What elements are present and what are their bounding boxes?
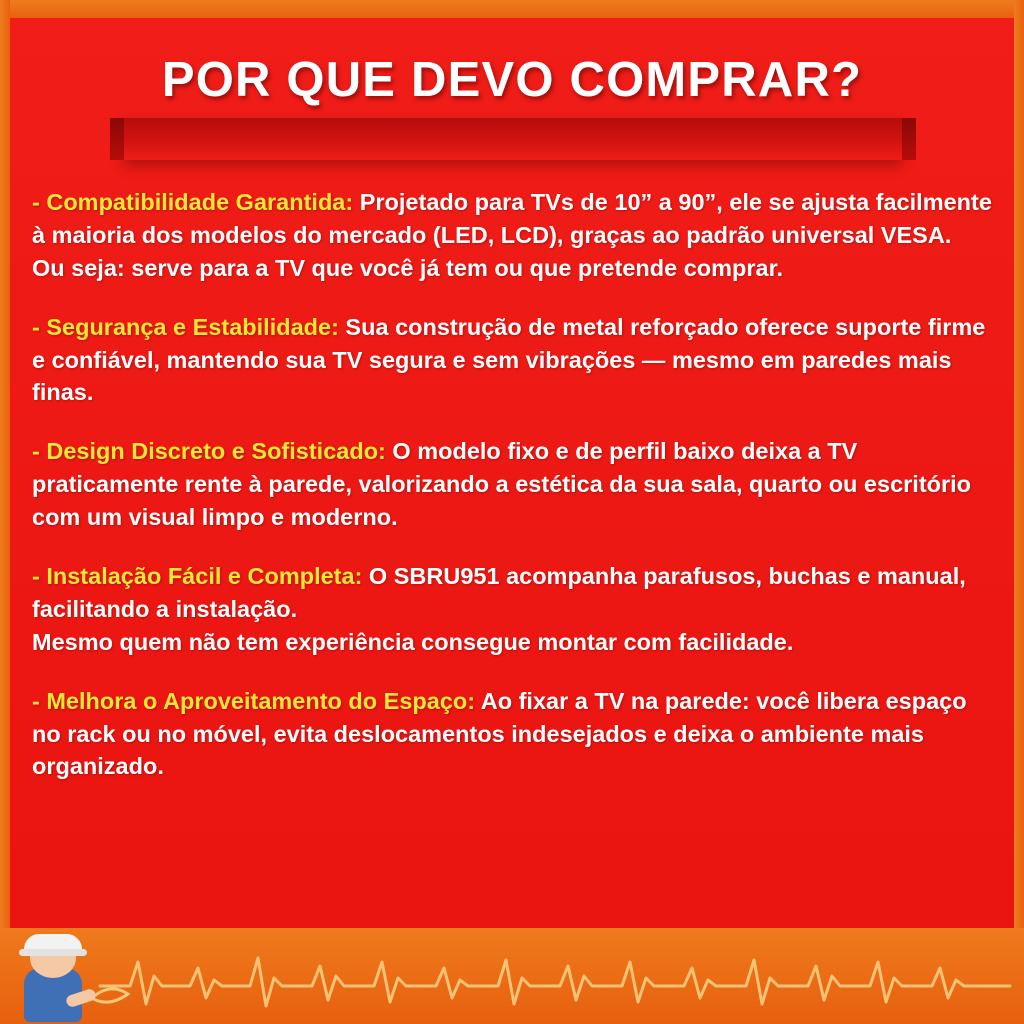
benefit-body: Projetado para TVs de 10” a 90”, ele se ajusta facilmente à maioria dos modelos do mercado (LED, LCD), graças ao padrão universal VESA. [32, 189, 992, 248]
benefit-body: O SBRU951 acompanha parafusos, buchas e manual, facilitando a instalação. [32, 563, 966, 622]
benefit-lead: - Instalação Fácil e Completa: [32, 563, 363, 590]
benefit-lead: - Melhora o Aproveitamento do Espaço: [32, 687, 476, 714]
benefit-item [32, 435, 997, 534]
benefit-lead: - Compatibilidade Garantida: [32, 189, 354, 215]
benefits-list [32, 186, 997, 809]
title-underline-banner [124, 118, 902, 160]
frame-top-band [0, 0, 1024, 18]
benefit-item [32, 186, 997, 285]
benefit-body: Sua construção de metal reforçado oferece suporte firme e confiável, mantendo sua TV segura e sem vibrações — mesmo em paredes mais finas. [32, 313, 986, 406]
frame-right-band [1014, 0, 1024, 1024]
benefit-item [32, 685, 997, 784]
benefit-item [32, 560, 997, 659]
page-title: POR QUE DEVO COMPRAR? [161, 53, 863, 107]
benefit-lead: - Design Discreto e Sofisticado: [32, 438, 386, 465]
red-content-panel [10, 18, 1014, 928]
benefit-extra: Ou seja: serve para a TV que você já tem ou que pretende comprar. [32, 254, 783, 281]
mascot-hat [24, 934, 82, 952]
benefit-lead: - Segurança e Estabilidade: [32, 313, 339, 340]
benefit-extra: Mesmo quem não tem experiência consegue montar com facilidade. [32, 628, 794, 655]
benefit-body: Ao fixar a TV na parede: você libera espaço no rack ou no móvel, evita deslocamentos indesejados e deixa o ambiente mais organizado. [32, 687, 967, 780]
benefit-item [32, 311, 997, 410]
benefit-body: O modelo fixo e de perfil baixo deixa a TV praticamente rente à parede, valorizando a estética da sua sala, quarto ou escritório com um visual limpo e moderno. [32, 438, 972, 531]
heartbeat-wave-icon [0, 928, 1024, 1024]
frame-left-band [0, 0, 10, 1024]
technician-mascot-icon [6, 930, 102, 1022]
